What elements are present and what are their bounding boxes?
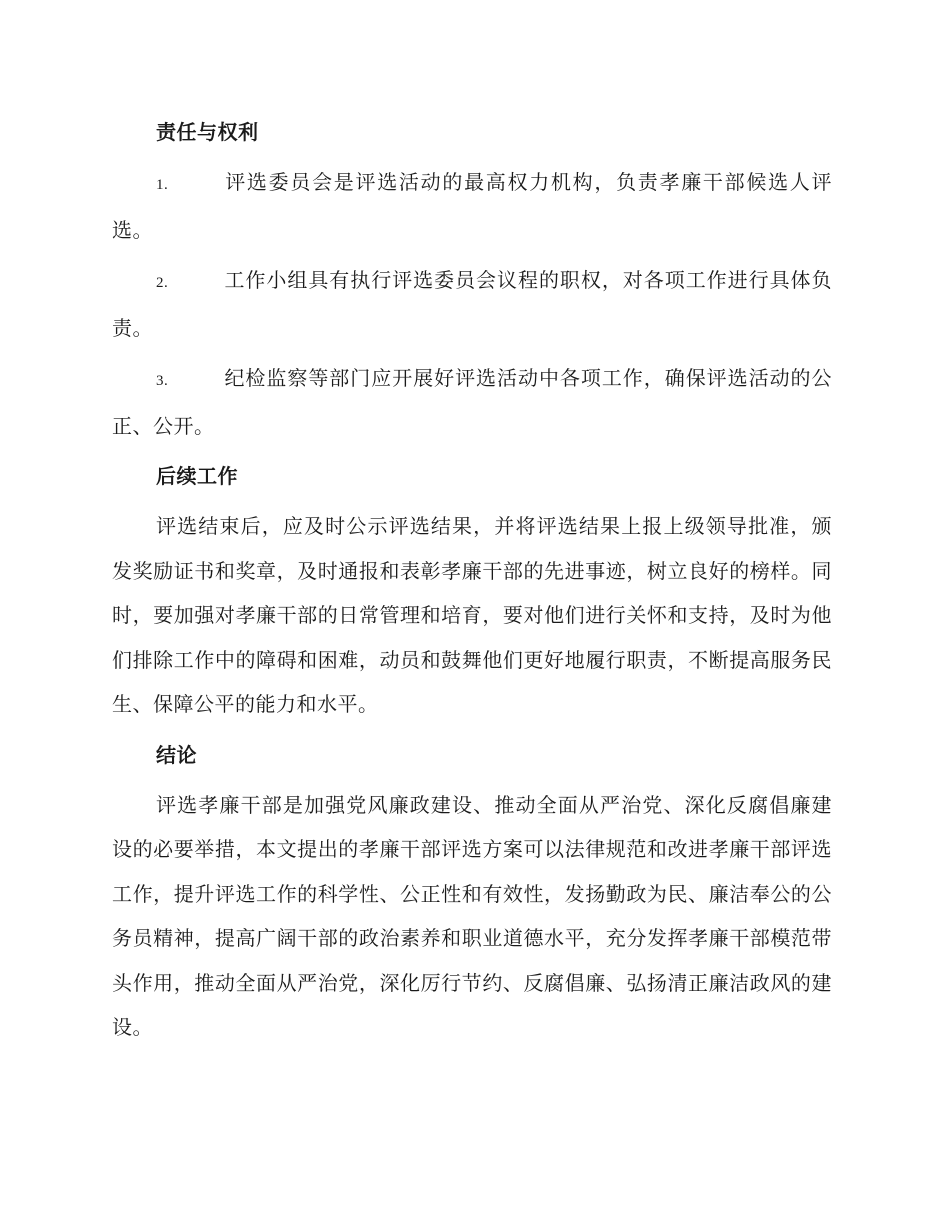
section-heading-responsibilities: 责任与权利 xyxy=(156,120,259,144)
section-heading-conclusion: 结论 xyxy=(156,742,197,767)
list-item xyxy=(112,258,832,350)
list-item xyxy=(112,356,832,448)
list-item-number: 3. xyxy=(156,373,169,389)
list-item-text: 工作小组具有执行评选委员会议程的职权，对各项工作进行具体负责。 xyxy=(112,268,832,340)
list-item-text: 纪检监察等部门应开展好评选活动中各项工作，确保评选活动的公正、公开。 xyxy=(112,366,832,438)
section-heading-follow-up: 后续工作 xyxy=(156,464,238,488)
document-page xyxy=(112,110,832,1056)
follow-up-paragraph: 评选结束后，应及时公示评选结果，并将评选结果上报上级领导批准，颁发奖励证书和奖章，及时通报和表彰孝廉干部的先进事迹，树立良好的榜样。同时，要加强对孝廉干部的日常管理和培育，要对他们进行关怀和支持，及时为他们排除工作中的障碍和困难，动员和鼓舞他们更好地履行职责，不断提高服务民生、保障公平的能力和水平。 xyxy=(112,514,832,716)
list-item-number: 1. xyxy=(156,177,169,193)
list-item-number: 2. xyxy=(156,275,169,291)
conclusion-paragraph: 评选孝廉干部是加强党风廉政建设、推动全面从严治党、深化反腐倡廉建设的必要举措，本文提出的孝廉干部评选方案可以法律规范和改进孝廉干部评选工作，提升评选工作的科学性、公正性和有效性，发扬勤政为民、廉洁奉公的公务员精神，提高广阔干部的政治素养和职业道德水平，充分发挥孝廉干部模范带头作用，推动全面从严治党，深化厉行节约、反腐倡廉、弘扬清正廉洁政风的建设。 xyxy=(112,792,832,1039)
list-item-text: 评选委员会是评选活动的最高权力机构，负责孝廉干部候选人评选。 xyxy=(112,170,832,242)
list-item xyxy=(112,160,832,252)
